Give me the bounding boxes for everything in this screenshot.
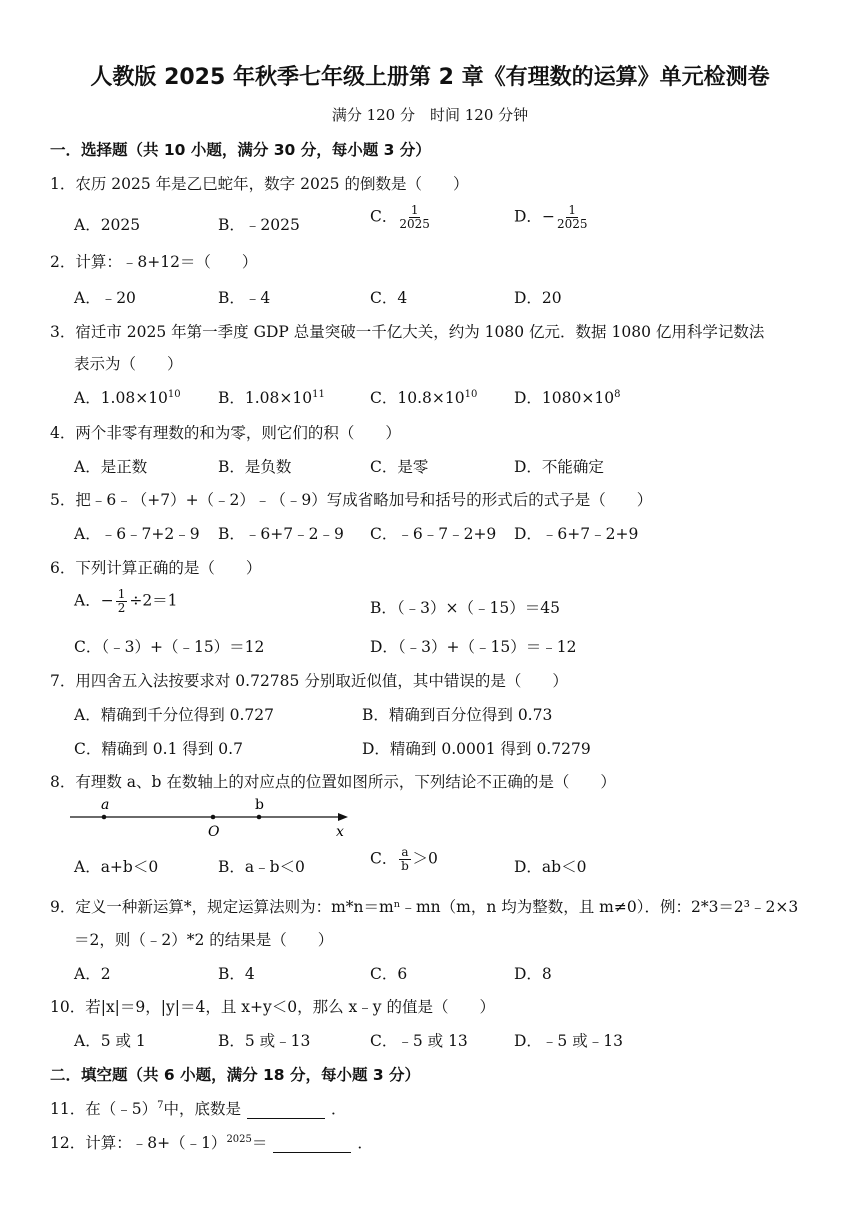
q1-fraction-d: $\frac{1}{2025}$ (556, 203, 588, 232)
section-1-heading: 一．选择题（共 10 小题，满分 30 分，每小题 3 分） (50, 141, 431, 159)
q7-option-a: A．精确到千分位得到 0.727 (74, 706, 274, 724)
point-b-dot (257, 815, 262, 820)
q4-option-d: D．不能确定 (514, 458, 604, 476)
q9-option-d: D．8 (514, 965, 552, 983)
number-line-arrow (338, 813, 348, 821)
q2-option-c: C．4 (370, 289, 408, 307)
q2-option-b: B．﹣4 (218, 289, 271, 307)
question-2-stem: 2．计算：﹣8+12＝（ ） (50, 253, 258, 271)
q10-option-d: D．﹣5 或﹣13 (514, 1032, 623, 1050)
question-9-stem: 9．定义一种新运算*，规定运算法则为：m*n＝mⁿ﹣mn（m，n 均为整数，且 m≠0）．例：2*3＝2³﹣2×3 (50, 898, 799, 916)
origin-label: O (208, 824, 220, 840)
q1-option-b: B．﹣2025 (218, 216, 300, 234)
question-3-stem: 3．宿迁市 2025 年第一季度 GDP 总量突破一千亿大关，约为 1080 亿元．数据 1080 亿用科学记数法 (50, 323, 765, 341)
q4-option-c: C．是零 (370, 458, 429, 476)
question-9-stem-cont: ＝2，则（﹣2）*2 的结果是（ ） (74, 931, 334, 949)
q5-option-d: D．﹣6+7﹣2+9 (514, 525, 639, 543)
q6-option-a: A．− $\frac{1}{2}$ ÷2＝1 (74, 587, 178, 616)
question-8-stem: 8．有理数 a、b 在数轴上的对应点的位置如图所示，下列结论不正确的是（ ） (50, 773, 616, 791)
q1-fraction-c: $\frac{1}{2025}$ (399, 203, 430, 232)
q9-option-a: A．2 (74, 965, 111, 983)
q10-option-c: C．﹣5 或 13 (370, 1032, 468, 1050)
q8-option-a: A．a+b＜0 (74, 858, 159, 876)
page-subtitle: 满分 120 分 时间 120 分钟 (331, 106, 529, 124)
question-4-stem: 4．两个非零有理数的和为零，则它们的积（ ） (50, 424, 401, 442)
q7-option-b: B．精确到百分位得到 0.73 (362, 706, 553, 724)
q2-option-a: A．﹣20 (74, 289, 136, 307)
q3-option-d: D．$1080\times 10^8$ (514, 388, 621, 407)
q3-option-b: B．$1.08\times 10^{11}$ (218, 388, 325, 407)
q3-option-c: C．$10.8\times 10^{10}$ (370, 388, 478, 407)
q1-option-d: D．− $\frac{1}{2025}$ (514, 203, 588, 232)
point-b-label: b (255, 797, 264, 813)
q9-option-b: B．4 (218, 965, 255, 983)
q5-option-a: A．﹣6﹣7+2﹣9 (74, 525, 200, 543)
q7-option-d: D．精确到 0.0001 得到 0.7279 (362, 740, 591, 758)
section-2-heading: 二．填空题（共 6 小题，满分 18 分，每小题 3 分） (50, 1066, 421, 1084)
number-line-figure (66, 796, 356, 840)
q6-option-b: B．（﹣3）×（﹣15）＝45 (370, 599, 560, 617)
q10-option-b: B．5 或﹣13 (218, 1032, 311, 1050)
question-1-stem: 1．农历 2025 年是乙巳蛇年，数字 2025 的倒数是（ ） (50, 175, 469, 193)
q8-option-d: D．ab＜0 (514, 858, 587, 876)
q12-answer-blank (273, 1138, 351, 1153)
q5-option-c: C．﹣6﹣7﹣2+9 (370, 525, 497, 543)
question-11: 11．在（﹣5）$^7$中，底数是 ． (50, 1099, 347, 1118)
q1-option-c: C． $\frac{1}{2025}$ (370, 203, 430, 232)
q3-option-a: A．$1.08\times 10^{10}$ (74, 388, 181, 407)
q4-option-a: A．是正数 (74, 458, 148, 476)
q7-option-c: C．精确到 0.1 得到 0.7 (74, 740, 243, 758)
point-a-label: a (101, 797, 110, 813)
question-6-stem: 6．下列计算正确的是（ ） (50, 559, 262, 577)
origin-dot (211, 815, 216, 820)
q11-answer-blank (247, 1104, 325, 1119)
question-10-stem: 10．若|x|＝9，|y|＝4，且 x+y＜0，那么 x﹣y 的值是（ ） (50, 998, 495, 1016)
q8-option-c: C． $\frac{a}{b}$ ＞0 (370, 845, 438, 874)
q2-option-d: D．20 (514, 289, 562, 307)
question-5-stem: 5．把﹣6﹣（+7）+（﹣2）﹣（﹣9）写成省略加号和括号的形式后的式子是（ ） (50, 491, 653, 509)
page-title: 人教版 2025 年秋季七年级上册第 2 章《有理数的运算》单元检测卷 (90, 65, 770, 90)
q6-option-c: C．（﹣3）+（﹣15）＝12 (74, 638, 265, 656)
q8-option-b: B．a﹣b＜0 (218, 858, 305, 876)
q10-option-a: A．5 或 1 (74, 1032, 146, 1050)
q9-option-c: C．6 (370, 965, 408, 983)
question-12: 12．计算：﹣8+（﹣1）$^{2025}$＝ ． (50, 1133, 373, 1152)
q1-option-a: A．2025 (74, 216, 141, 234)
q4-option-b: B．是负数 (218, 458, 292, 476)
q6-option-d: D．（﹣3）+（﹣15）＝﹣12 (370, 638, 577, 656)
q6-fraction-a: $\frac{1}{2}$ (117, 587, 126, 616)
q5-option-b: B．﹣6+7﹣2﹣9 (218, 525, 344, 543)
question-3-stem-cont: 表示为（ ） (74, 355, 183, 373)
point-a-dot (102, 815, 107, 820)
q8-fraction-c: $\frac{a}{b}$ (401, 845, 409, 874)
x-axis-label: x (336, 824, 344, 840)
question-7-stem: 7．用四舍五入法按要求对 0.72785 分别取近似值，其中错误的是（ ） (50, 672, 568, 690)
